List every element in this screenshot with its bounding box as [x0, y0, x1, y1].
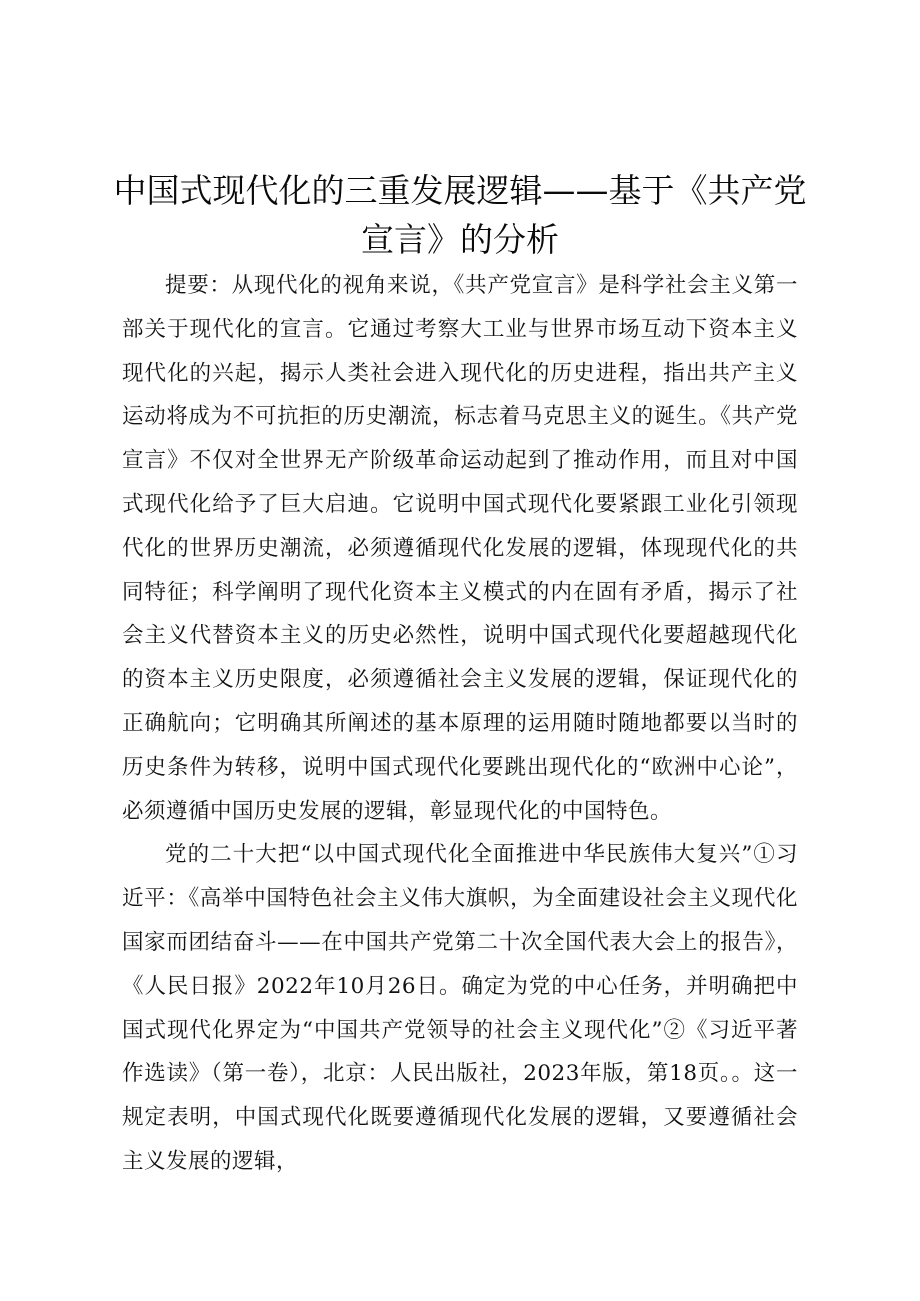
abstract-paragraph: 提要：从现代化的视角来说，《共产党宣言》是科学社会主义第一部关于现代化的宣言。它通过考察大工业与世界市场互动下资本主义现代化的兴起，揭示人类社会进入现代化的历史进程，指出共产主义运动将成为不可抗拒的历史潮流，标志着马克思主义的诞生。《共产党宣言》不仅对全世界无产阶级革命运动起到了推动作用，而且对中国式现代化给予了巨大启迪。它说明中国式现代化要紧跟工业化引领现代化的世界历史潮流，必须遵循现代化发展的逻辑，体现现代化的共同特征；科学阐明了现代化资本主义模式的内在固有矛盾，揭示了社会主义代替资本主义的历史必然性，说明中国式现代化要超越现代化的资本主义历史限度，必须遵循社会主义发展的逻辑，保证现代化的正确航向；它明确其所阐述的基本原理的运用随时随地都要以当时的历史条件为转移，说明中国式现代化要跳出现代化的“欧洲中心论”，必须遵循中国历史发展的逻辑，彰显现代化的中国特色。 [122, 273, 798, 824]
document-body [122, 264, 798, 1184]
document-title: 中国式现代化的三重发展逻辑——基于《共产党宣言》的分析 [113, 171, 807, 259]
body-paragraph: 党的二十大把“以中国式现代化全面推进中华民族伟大复兴”①习近平：《高举中国特色社会主义伟大旗帜，为全面建设社会主义现代化国家而团结奋斗——在中国共产党第二十次全国代表大会上的报告》，《人民日报》2022年10月26日。确定为党的中心任务，并明确把中国式现代化界定为“中国共产党领导的社会主义现代化”②《习近平著作选读》（第一卷），北京：人民出版社，2023年版，第18页。。这一规定表明，中国式现代化既要遵循现代化发展的逻辑，又要遵循社会主义发展的逻辑， [122, 842, 798, 1174]
